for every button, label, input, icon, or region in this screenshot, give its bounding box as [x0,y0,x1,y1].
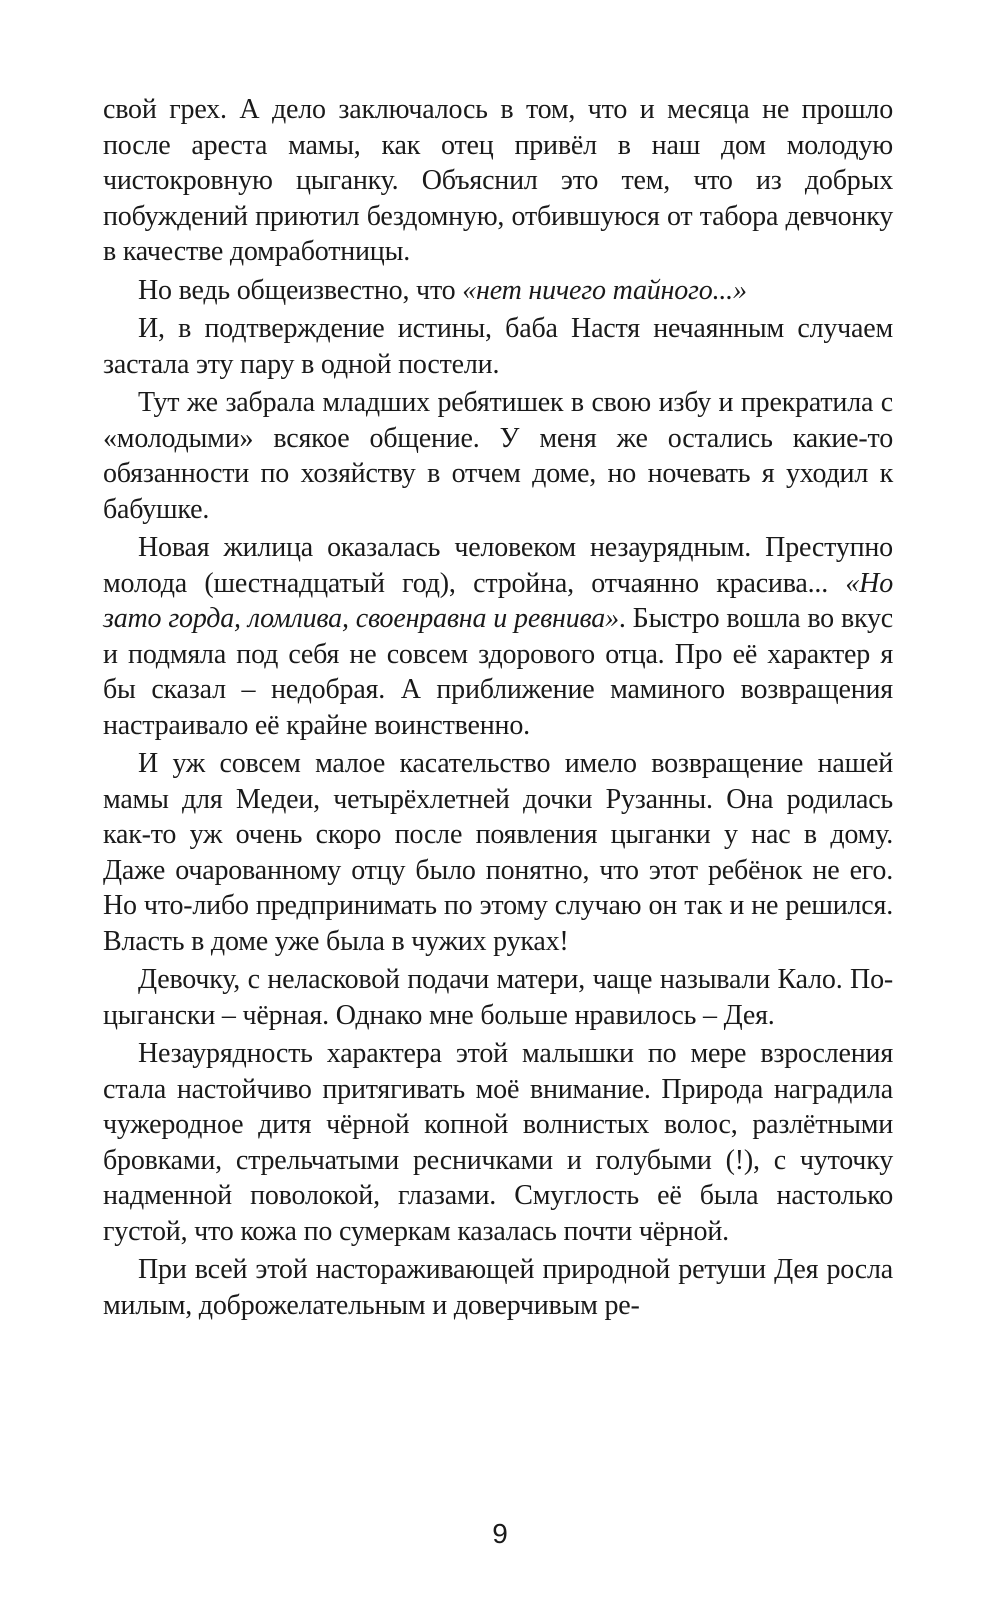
paragraph [103,385,893,527]
paragraph-text: Незаурядность характера этой малышки по мере взросления стала настойчиво притягивать моё внимание. Природа наградила чужеродное дитя чёрной копной волнистых волос, разлётными бровками, стрельчатыми ресничками и голубыми (!), с чуточку надменной поволокой, глазами. Смуглость её была настолько густой, что кожа по сумеркам казалась почти чёрной. [103,1038,893,1247]
italic-quote: «нет ничего тайного...» [462,274,747,306]
paragraph [103,1036,893,1249]
paragraph [103,962,893,1033]
paragraph [103,530,893,743]
paragraph [103,746,893,959]
paragraph-text: . Быстро вошла во вкус и подмяла под себя не совсем здорового отца. Про её характер я бы сказал – недобрая. А приближение маминого возвращения настраивало её крайне воинственно. [103,603,893,741]
paragraph-text: Девочку, с неласковой подачи матери, чаще называли Кало. По-цыгански – чёрная. Однако мне больше нравилось – Дея. [103,964,893,1031]
page-body-text [103,92,893,1323]
italic-quote: «Но зато горда, ломлива, своенравна и ревнива» [103,567,893,634]
paragraph [103,92,893,270]
paragraph-text: При всей этой настораживающей природной ретуши Дея росла милым, доброжелательным и доверчивым ре- [103,1254,893,1321]
paragraph-text: И, в подтверждение истины, баба Настя нечаянным случаем застала эту пару в одной постели. [103,313,893,380]
paragraph-text: Тут же забрала младших ребятишек в свою избу и прекратила с «молодыми» всякое общение. У меня же остались какие-то обязанности по хозяйству в отчем доме, но ночевать я уходил к бабушке. [103,387,893,525]
paragraph [103,311,893,382]
page-number: 9 [492,1518,508,1549]
paragraph-text: свой грех. А дело заключалось в том, что и месяца не прошло после ареста мамы, как отец привёл в наш дом молодую чистокровную цыганку. Объяснил это тем, что из добрых побуждений приютил бездомную, отбившуюся от табора девчонку в качестве домработницы. [103,94,893,267]
paragraph [103,1252,893,1323]
paragraph-text: Но ведь общеизвестно, что [138,274,463,306]
paragraph-text: Новая жилица оказалась человеком незаурядным. Преступно молода (шестнадцатый год), стройна, отчаянно красива... [103,532,893,599]
paragraph [103,273,893,309]
paragraph-text: И уж совсем малое касательство имело возвращение нашей мамы для Медеи, четырёхлетней дочки Рузанны. Она родилась как-то уж очень скоро после появления цыганки у нас в дому. Даже очарованному отцу было понятно, что этот ребёнок не его. Но что-либо предпринимать по этому случаю он так и не решился. Власть в доме уже была в чужих руках! [103,748,893,957]
